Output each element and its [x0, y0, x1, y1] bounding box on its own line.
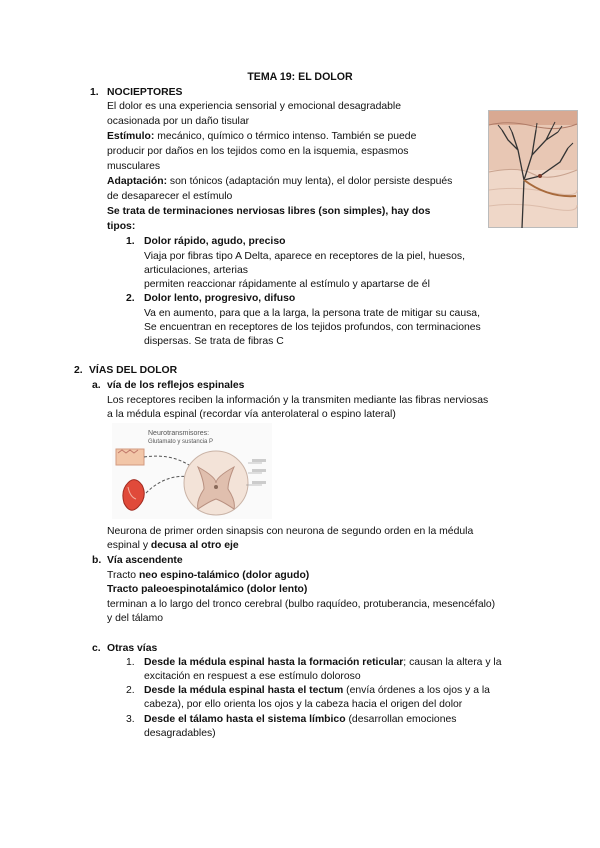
c-item-2-number: 2. [126, 685, 135, 696]
sub-c-heading: Otras vías [107, 643, 158, 654]
sub-a-number: a. [92, 380, 101, 391]
reflex-pathway-figure [112, 423, 272, 519]
sub-b-line-4: y del tálamo [107, 613, 164, 624]
skin-nerve-illustration [488, 110, 578, 228]
c-item-2-rest: (envía órdenes a los ojos y a la [343, 685, 490, 696]
c-item-3-line-1 [144, 713, 456, 728]
sub-a-line-2: a la médula espinal (recordar vía anterolateral o espino lateral) [107, 409, 396, 420]
c-item-3-bold: Desde el tálamo hasta el sistema límbico [144, 714, 346, 725]
s1-intro-line-2: ocasionada por un daño tisular [107, 116, 250, 127]
sub-a-heading: vía de los reflejos espinales [107, 380, 245, 391]
c-item-1-bold: Desde la médula espinal hasta la formación reticular [144, 657, 404, 668]
s1-tipos-line-1: Se trata de terminaciones nerviosas libres (son simples), hay dos [107, 206, 431, 217]
sub-c-number: c. [92, 643, 101, 654]
sub-a-line-4 [107, 539, 239, 554]
c-item-2-bold: Desde la médula espinal hasta el tectum [144, 685, 344, 696]
section-2-number: 2. [74, 365, 83, 376]
estimulo-label: Estímulo: [107, 131, 155, 142]
s1-adaptacion-line-1 [107, 175, 452, 190]
c-item-3-number: 3. [126, 714, 135, 725]
type-1-number: 1. [126, 236, 135, 247]
type-1-line-1: Viaja por fibras tipo A Delta, aparece en receptores de la piel, huesos, [144, 251, 465, 262]
type-1-heading: Dolor rápido, agudo, preciso [144, 236, 286, 247]
s1-tipos-line-2: tipos: [107, 221, 136, 232]
sub-a-line-1: Los receptores reciben la información y la transmiten mediante las fibras nerviosas [107, 395, 489, 406]
sub-b-line-3: terminan a lo largo del tronco cerebral (bulbo raquídeo, protuberancia, mesencéfalo) [107, 599, 496, 610]
figure-label-1: Neurotransmisores: [148, 430, 210, 437]
c-item-2-line-2: cabeza), por ello orienta los ojos y la cabeza hacia el origen del dolor [144, 699, 463, 710]
estimulo-text: mecánico, químico o térmico intenso. También se puede [154, 131, 417, 142]
s1-estimulo-line-1 [107, 130, 416, 145]
s1-estimulo-line-2: producir por daños en los tejidos como en la isquemia, espasmos [107, 146, 409, 157]
page-title: TEMA 19: EL DOLOR [247, 71, 353, 83]
figure-label-2: Glutamato y sustancia P [148, 439, 214, 445]
sub-a-line-3: Neurona de primer orden sinapsis con neurona de segundo orden en la médula [107, 526, 474, 537]
sub-b-line-1-bold: neo espino-talámico (dolor agudo) [138, 570, 310, 581]
section-1-number: 1. [90, 87, 99, 98]
sub-b-line-2: Tracto paleoespinotalámico (dolor lento) [107, 584, 308, 595]
type-2-line-2: Se encuentran en receptores de los tejidos profundos, con terminaciones [144, 322, 481, 333]
adaptacion-label: Adaptación: [107, 176, 168, 187]
type-1-line-2: articulaciones, arterias [144, 265, 248, 276]
c-item-1-line-2: excitación en respuest a ese estímulo doloroso [144, 671, 361, 682]
c-item-1-rest: ; causan la altera y la [403, 657, 502, 668]
s1-intro-line-1: El dolor es una experiencia sensorial y emocional desagradable [107, 101, 402, 112]
section-2-heading: VÍAS DEL DOLOR [89, 365, 178, 376]
sub-b-heading: Vía ascendente [107, 555, 183, 566]
adaptacion-text: son tónicos (adaptación muy lenta), el dolor persiste después [167, 176, 453, 187]
sub-b-line-1-text: Tracto [107, 570, 139, 581]
type-2-heading: Dolor lento, progresivo, difuso [144, 293, 296, 304]
type-2-number: 2. [126, 293, 135, 304]
type-2-line-1: Va en aumento, para que a la larga, la persona trate de mitigar su causa, [144, 308, 480, 319]
c-item-3-rest: (desarrollan emociones [345, 714, 457, 725]
sub-a-line-4-bold: decusa al otro eje [150, 540, 239, 551]
c-item-1-number: 1. [126, 657, 135, 668]
type-1-line-3: permiten reaccionar rápidamente al estímulo y apartarse de él [144, 279, 430, 290]
s1-adaptacion-line-2: de desaparecer el estímulo [107, 191, 233, 202]
c-item-1-line-1 [144, 656, 502, 671]
section-1-heading: NOCIEPTORES [107, 87, 183, 98]
type-2-line-3: dispersas. Se trata de fibras C [144, 336, 284, 347]
c-item-2-line-1 [144, 684, 490, 699]
sub-b-line-1 [107, 569, 309, 584]
sub-b-number: b. [92, 555, 102, 566]
c-item-3-line-2: desagradables) [144, 728, 216, 739]
sub-a-line-4-text: espinal y [107, 540, 151, 551]
s1-estimulo-line-3: musculares [107, 161, 161, 172]
